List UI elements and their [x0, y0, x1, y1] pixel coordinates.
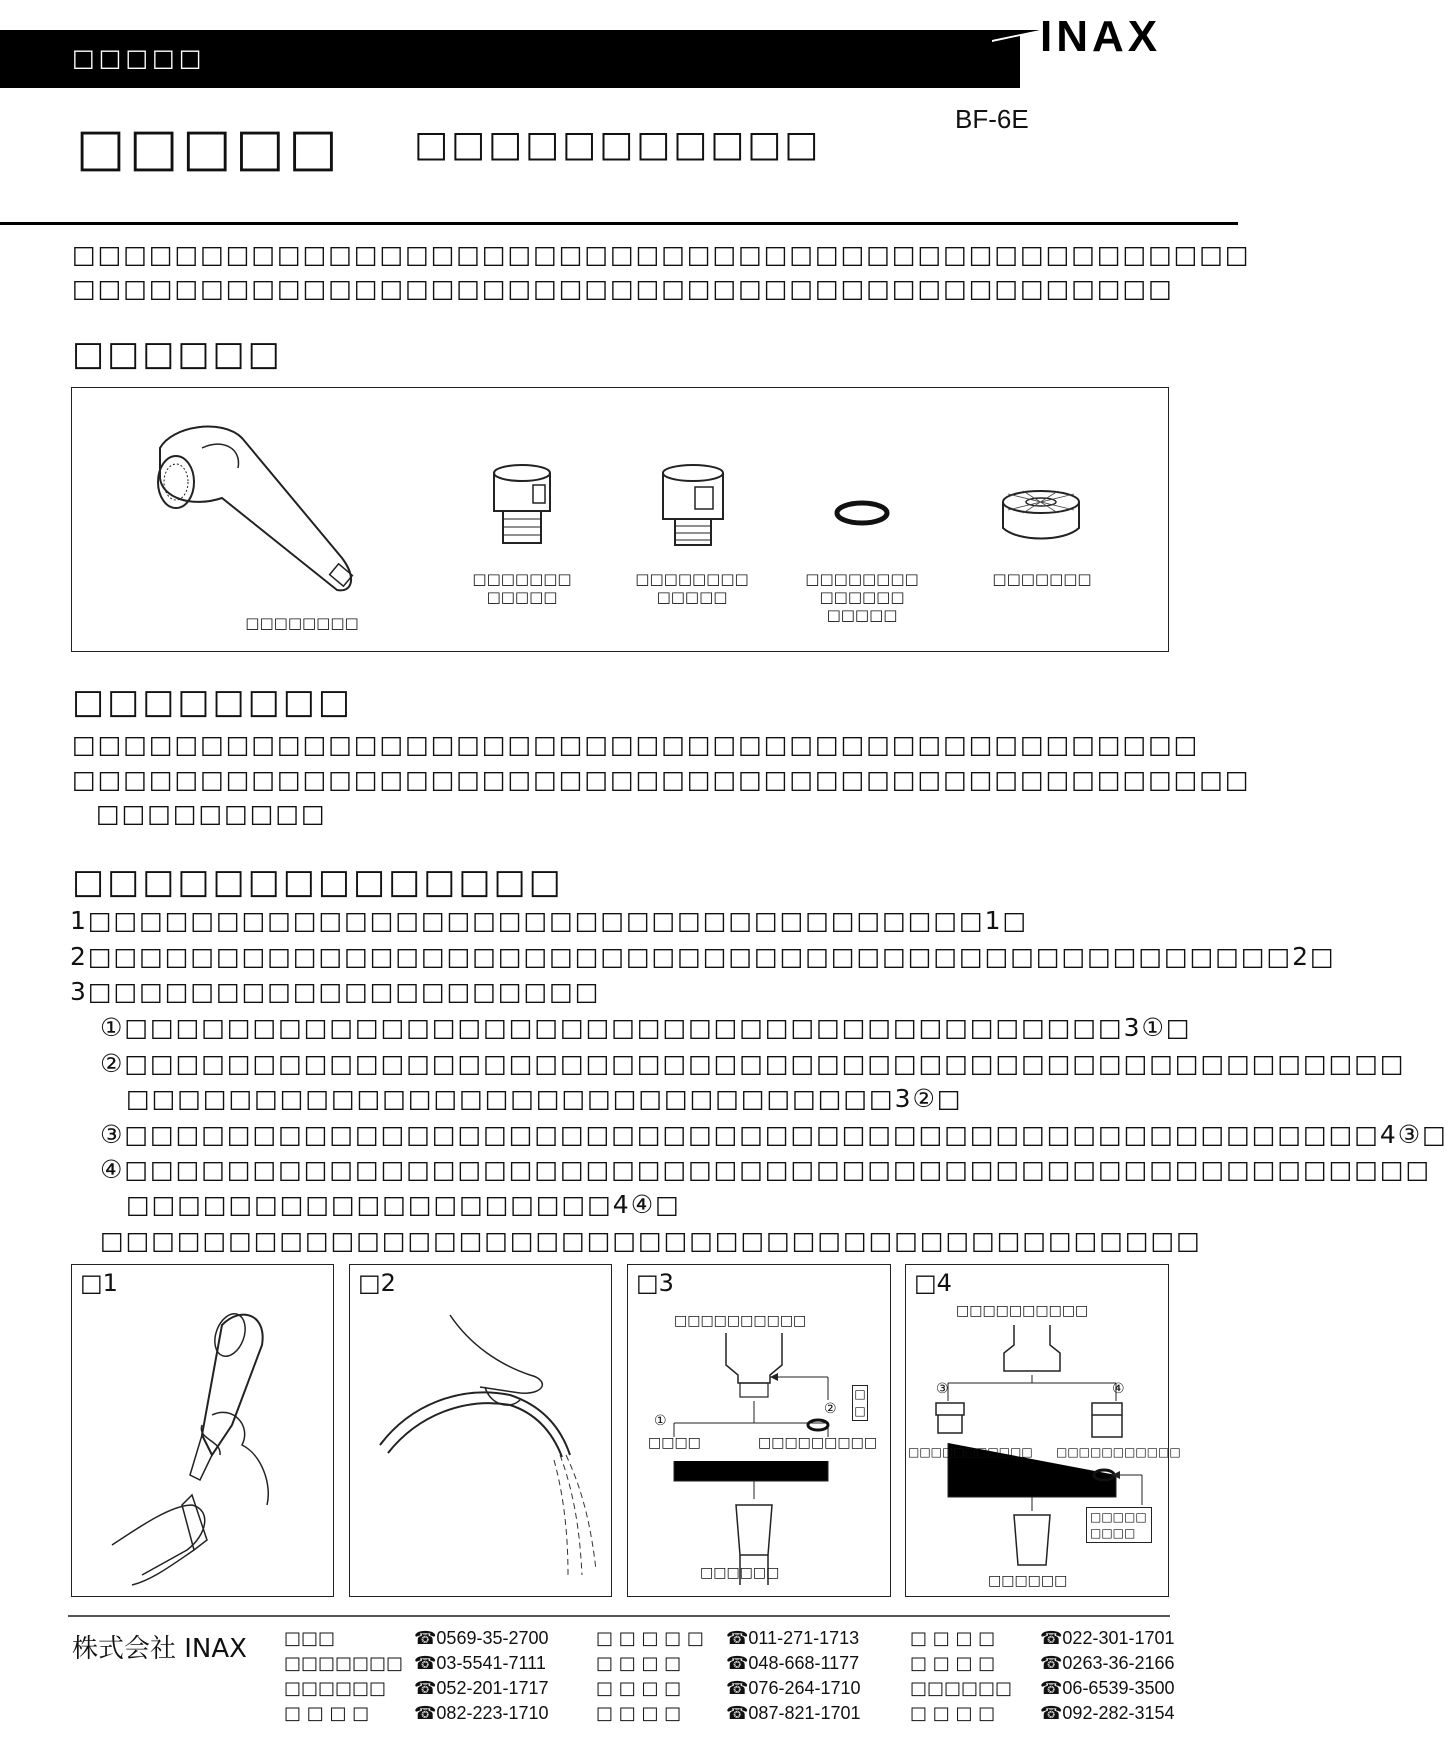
office-name: □ □ □ □ — [596, 1678, 682, 1699]
footer-divider — [68, 1615, 1170, 1617]
figure-4-label: □4 — [914, 1269, 952, 1297]
office-name: □ □ □ □ — [910, 1653, 996, 1674]
figure-4-diagram — [906, 1265, 1170, 1598]
shower-head-icon — [142, 418, 382, 598]
step-3-2-cont: □□□□□□□□□□□□□□□□□□□□□□□□□□□□□□3②□ — [126, 1084, 963, 1113]
figure-4-right-label: □□□□□□□□□□□ — [1056, 1445, 1181, 1459]
step-2: 2□□□□□□□□□□□□□□□□□□□□□□□□□□□□□□□□□□□□□□□□□□□□□□□2□ — [70, 942, 1336, 971]
office-name: □ □ □ □ — [284, 1703, 370, 1724]
o-ring-icon — [832, 498, 892, 528]
title-divider — [0, 222, 1238, 225]
step-1: 1□□□□□□□□□□□□□□□□□□□□□□□□□□□□□□□□□□□1□ — [70, 906, 1029, 935]
figure-3-bottom-label: □□□□□□ — [700, 1565, 780, 1581]
office-phone: ☎087-821-1701 — [726, 1703, 861, 1723]
intro-line-1: □□□□□□□□□□□□□□□□□□□□□□□□□□□□□□□□□□□□□□□□□□□□□□ — [72, 240, 1251, 269]
office-name: □□□□□□ — [284, 1678, 387, 1699]
contents-heading: □□□□□□ — [72, 334, 283, 374]
office-phone: ☎03-5541-7111 — [414, 1653, 546, 1673]
figure-4 — [905, 1264, 1181, 1597]
office-phone: ☎0569-35-2700 — [414, 1628, 549, 1648]
figure-4-left-num: ③ — [936, 1381, 949, 1397]
filter-mesh-icon — [998, 488, 1084, 544]
figure-2-label: □2 — [358, 1269, 396, 1297]
figure-3-right-label: □□□□□□□□□ — [758, 1435, 878, 1451]
step-3-4: ④□□□□□□□□□□□□□□□□□□□□□□□□□□□□□□□□□□□□□□□□□□□□□□□□□□□ — [100, 1155, 1432, 1184]
office-name: □□□□□□□ — [284, 1653, 404, 1674]
office-phone: ☎076-264-1710 — [726, 1678, 861, 1698]
office-phone: ☎052-201-1717 — [414, 1678, 549, 1698]
shower-head-caption: □□□□□□□□ — [245, 614, 359, 632]
hand-removing-shower-head-icon — [102, 1305, 312, 1585]
caution-line-1: □□□□□□□□□□□□□□□□□□□□□□□□□□□□□□□□□□□□□□□□□□□□ — [72, 730, 1200, 759]
filter-caption: □□□□□□□ — [992, 570, 1092, 588]
company-name: 株式会社 INAX — [72, 1634, 247, 1664]
figure-3 — [627, 1264, 891, 1597]
adapter-a-icon — [487, 463, 557, 553]
office-name: □□□□□□ — [910, 1678, 1013, 1699]
adapter-b-caption: □□□□□□□□ □□□□□ — [635, 570, 749, 606]
figure-3-top-label: □□□□□□□□□□ — [674, 1313, 807, 1329]
office-phone: ☎092-282-3154 — [1040, 1703, 1175, 1723]
step-3: 3□□□□□□□□□□□□□□□□□□□□ — [70, 977, 601, 1006]
figure-3-right-num: ② — [824, 1401, 837, 1417]
figure-3-left-label: □□□□ — [648, 1435, 701, 1451]
office-phone: ☎06-6539-3500 — [1040, 1678, 1175, 1698]
procedure-heading: □□□□□□□□□□□□□□ — [72, 862, 564, 902]
page-subtitle: □□□□□□□□□□□ — [414, 124, 822, 165]
figure-1-label: □1 — [80, 1269, 118, 1297]
office-phone: ☎011-271-1713 — [726, 1628, 860, 1648]
step-3-1: ①□□□□□□□□□□□□□□□□□□□□□□□□□□□□□□□□□□□□□□□3①□ — [100, 1013, 1192, 1042]
header-tag: □□□□□ — [72, 44, 206, 72]
caution-line-3: □□□□□□□□□ — [96, 799, 327, 828]
model-number: BF-6E — [955, 104, 1029, 134]
step-3-4-cont: □□□□□□□□□□□□□□□□□□□4④□ — [126, 1190, 681, 1219]
caution-heading: □□□□□□□□ — [72, 682, 353, 722]
office-name: □ □ □ □ — [910, 1703, 996, 1724]
figure-4-top-label: □□□□□□□□□□ — [956, 1303, 1089, 1319]
figure-3-left-num: ① — [654, 1413, 667, 1429]
figure-3-side-box: □ □ — [852, 1385, 868, 1421]
brand-logo: INAX — [1040, 12, 1162, 61]
figure-2 — [349, 1264, 612, 1597]
step-3-2: ②□□□□□□□□□□□□□□□□□□□□□□□□□□□□□□□□□□□□□□□□□□□□□□□□□□ — [100, 1049, 1406, 1078]
step-3-3: ③□□□□□□□□□□□□□□□□□□□□□□□□□□□□□□□□□□□□□□□□□□□□□□□□□4③□ — [100, 1120, 1448, 1149]
inax-logo-mark-icon — [992, 30, 1040, 88]
figure-3-diagram — [628, 1265, 892, 1598]
contents-panel — [71, 387, 1169, 652]
figure-1 — [71, 1264, 334, 1597]
procedure-note: □□□□□□□□□□□□□□□□□□□□□□□□□□□□□□□□□□□□□□□□□□□ — [100, 1226, 1202, 1255]
hand-flushing-hose-icon — [370, 1315, 600, 1585]
office-phone: ☎082-223-1710 — [414, 1703, 549, 1723]
office-phone: ☎048-668-1177 — [726, 1653, 860, 1673]
office-phone: ☎022-301-1701 — [1040, 1628, 1175, 1648]
adapter-a-caption: □□□□□□□ □□□□□ — [472, 570, 572, 606]
o-ring-caption: □□□□□□□□ □□□□□□ □□□□□ — [805, 570, 919, 624]
figure-4-left-label: □□□□□□□□□□□ — [908, 1445, 1033, 1459]
caution-line-2: □□□□□□□□□□□□□□□□□□□□□□□□□□□□□□□□□□□□□□□□□□□□□□ — [72, 765, 1251, 794]
office-name: □ □ □ □ — [596, 1703, 682, 1724]
office-phone: ☎0263-36-2166 — [1040, 1653, 1175, 1673]
intro-line-2: □□□□□□□□□□□□□□□□□□□□□□□□□□□□□□□□□□□□□□□□□□□ — [72, 274, 1174, 303]
office-name: □ □ □ □ □ — [596, 1628, 704, 1649]
office-name: □ □ □ □ — [910, 1628, 996, 1649]
page-title: □□□□□ — [76, 118, 342, 178]
adapter-b-icon — [657, 463, 729, 553]
figure-3-label: □3 — [636, 1269, 674, 1297]
figure-4-side-box: □□□□□ □□□□ — [1086, 1507, 1152, 1543]
figure-4-right-num: ④ — [1112, 1381, 1125, 1397]
office-name: □ □ □ □ — [596, 1653, 682, 1674]
office-name: □□□ — [284, 1628, 336, 1649]
figure-4-bottom-label: □□□□□□ — [988, 1573, 1068, 1589]
